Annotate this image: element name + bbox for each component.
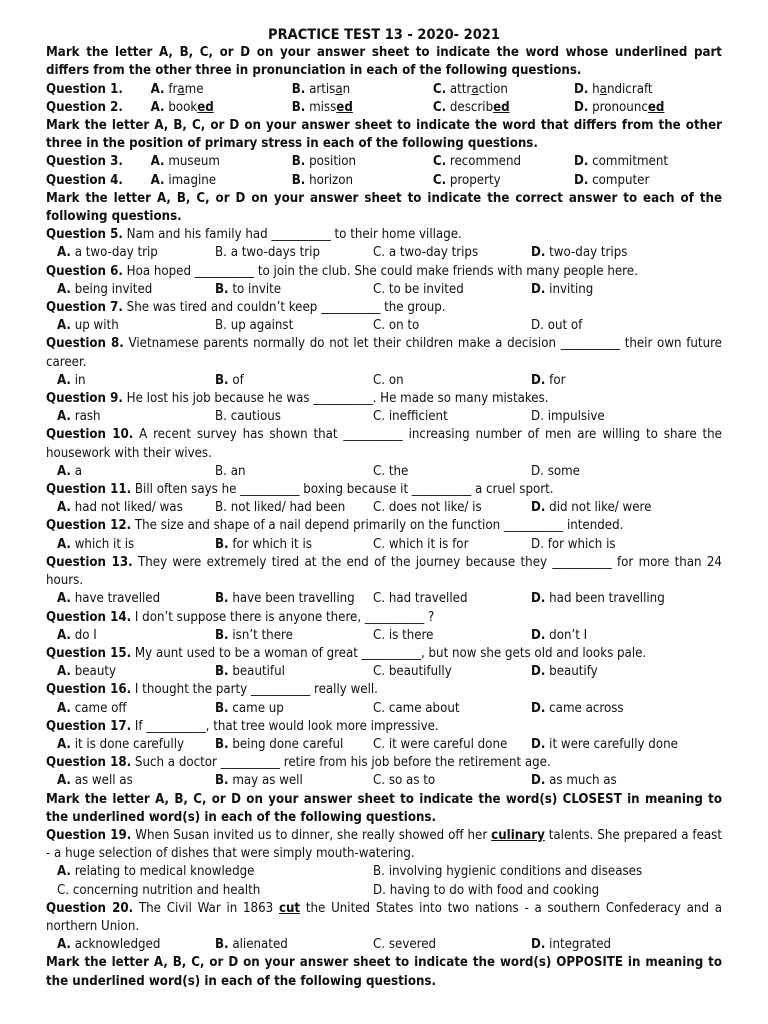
option: C. is there [373, 627, 434, 643]
question-label: Question 6. [46, 263, 123, 279]
option: D. some [531, 463, 580, 479]
option: A. a [57, 463, 82, 479]
question-label: Question 18. [46, 755, 132, 771]
question-label: Question 2. [46, 99, 123, 115]
question-text: Question 14. I don’t suppose there is anyone there, __________ ? [46, 609, 435, 625]
options-row [46, 936, 722, 954]
question-label: Question 13. [46, 554, 133, 570]
option: C. does not like/ is [373, 500, 482, 516]
question-text: Question 20. The Civil War in 1863 cut the United States into two nations - a southern Confederacy and a northern Union. [46, 900, 722, 934]
question-text: Question 7. She was tired and couldn’t keep __________ the group. [46, 300, 446, 316]
options-row [46, 663, 722, 681]
question-text: Question 6. Hoa hoped __________ to join the club. She could make friends with many people here. [46, 263, 638, 279]
option: A. rash [57, 409, 101, 425]
option: A. up with [57, 318, 119, 334]
option: B. cautious [215, 409, 281, 425]
option: D. had been travelling [531, 591, 665, 607]
instruction-correct-answer: Mark the letter A, B, C, or D on your answer sheet to indicate the correct answer to each of the following questions. [46, 190, 722, 225]
question-text: Question 11. Bill often says he __________ boxing because it __________ a cruel sport. [46, 482, 554, 498]
question-row [46, 153, 722, 171]
option: B. artisan [291, 81, 351, 97]
options-row [46, 463, 722, 481]
option: B. missed [291, 99, 353, 115]
options-row [46, 772, 722, 790]
option: C. a two-day trips [373, 245, 479, 261]
question-text: Question 5. Nam and his family had __________ to their home village. [46, 227, 462, 243]
options-row [46, 372, 722, 390]
instruction-closest: Mark the letter A, B, C, or D on your answer sheet to indicate the word(s) CLOSEST in meaning to the underlined word(s) in each of the following questions. [46, 791, 722, 825]
question-label: Question 8. [46, 336, 124, 352]
option: D. beautify [531, 664, 598, 680]
option: C. severed [373, 937, 437, 953]
options-row [46, 736, 722, 754]
option: D. pronounced [573, 99, 665, 115]
option: C. the [373, 463, 409, 479]
options-row [46, 700, 722, 718]
option: C. on to [373, 318, 420, 334]
option: B. being done careful [215, 736, 344, 752]
options-row [46, 244, 722, 262]
question-label: Question 4. [46, 172, 123, 188]
option: A. have travelled [57, 591, 161, 607]
option: B. involving hygienic conditions and diseases [373, 864, 643, 880]
option: A. imagine [150, 172, 217, 188]
option: D. for which is [531, 536, 616, 552]
option: D. two-day trips [531, 245, 628, 261]
option: D. out of [531, 318, 583, 334]
question-row [46, 172, 722, 190]
option: D. don’t I [531, 627, 588, 643]
question-text: Question 9. He lost his job because he was __________. He made so many mistakes. [46, 391, 549, 407]
option: C. so as to [373, 773, 436, 789]
question-label: Question 7. [46, 300, 123, 316]
underlined-word: cut [278, 900, 301, 916]
option: C. to be invited [373, 281, 464, 297]
question-text: Question 10. A recent survey has shown that __________ increasing number of men are willing to share the housework with their wives. [46, 427, 722, 461]
question-label: Question 20. [46, 900, 134, 916]
options-row [46, 882, 722, 900]
option: B. up against [215, 318, 294, 334]
option: C. beautifully [373, 664, 452, 680]
option: B. a two-days trip [215, 245, 320, 261]
question-label: Question 15. [46, 645, 132, 661]
option: C. concerning nutrition and health [57, 882, 261, 898]
option: A. came off [57, 700, 127, 716]
question-label: Question 11. [46, 482, 132, 498]
option: D. computer [573, 172, 650, 188]
instruction-pronunciation: Mark the letter A, B, C, or D on your answer sheet to indicate the word whose underlined part differs from the other three in pronunciation in each of the following questions. [46, 45, 722, 79]
option: B. have been travelling [215, 591, 355, 607]
option: B. alienated [215, 937, 288, 953]
options-row [46, 281, 722, 299]
question-text: Question 12. The size and shape of a nail depend primarily on the function __________ intended. [46, 518, 624, 534]
option: A. it is done carefully [57, 736, 185, 752]
options-row [46, 627, 722, 645]
underlined-word: culinary [491, 827, 545, 843]
question-label: Question 1. [46, 81, 123, 97]
option: D. handicraft [573, 81, 653, 97]
question-label: Question 9. [46, 391, 123, 407]
page-title: PRACTICE TEST 13 - 2020- 2021 [268, 27, 500, 43]
options-row [46, 863, 722, 881]
test-page [46, 26, 722, 991]
option: C. had travelled [373, 591, 468, 607]
question-text: Question 19. When Susan invited us to dinner, she really showed off her culinary talents. She prepared a feast - a huge selection of dishes that were simply mouth-watering. [46, 827, 722, 862]
question-label: Question 17. [46, 718, 132, 734]
option: B. came up [215, 700, 284, 716]
option: A. as well as [57, 773, 133, 789]
option: B. may as well [215, 773, 303, 789]
option: A. frame [150, 81, 204, 97]
option: B. position [291, 154, 357, 170]
option: A. relating to medical knowledge [57, 864, 255, 880]
options-row [46, 499, 722, 517]
option: A. had not liked/ was [57, 500, 183, 516]
option: A. which it is [57, 536, 135, 552]
option: B. to invite [215, 281, 282, 297]
option: C. which it is for [373, 536, 469, 552]
question-label: Question 3. [46, 154, 123, 170]
question-label: Question 10. [46, 427, 134, 443]
option: A. acknowledged [57, 937, 161, 953]
question-text: Question 17. If __________, that tree would look more impressive. [46, 718, 439, 734]
option: A. beauty [57, 664, 117, 680]
option: A. booked [150, 99, 214, 115]
option: D. having to do with food and cooking [373, 882, 600, 898]
option: A. in [57, 372, 86, 388]
option: C. property [432, 172, 501, 188]
option: D. impulsive [531, 409, 605, 425]
question-label: Question 19. [46, 827, 132, 843]
question-label: Question 14. [46, 609, 132, 625]
question-row [46, 99, 722, 117]
question-text: Question 16. I thought the party __________ really well. [46, 682, 378, 698]
options-row [46, 536, 722, 554]
option: B. not liked/ had been [215, 500, 346, 516]
question-label: Question 16. [46, 682, 132, 698]
multiple-choice-list [46, 226, 722, 790]
option: D. commitment [573, 154, 669, 170]
instruction-opposite: Mark the letter A, B, C, or D on your answer sheet to indicate the word(s) OPPOSITE in meaning to the underlined word(s) in each of the following questions. [46, 955, 722, 989]
option: B. beautiful [215, 664, 285, 680]
option: C. recommend [432, 154, 521, 170]
question-text: Question 15. My aunt used to be a woman of great __________, but now she gets old and looks pale. [46, 645, 647, 661]
option: D. integrated [531, 937, 612, 953]
option: D. came across [531, 700, 624, 716]
option: C. described [432, 99, 510, 115]
option: A. do I [57, 627, 97, 643]
options-row [46, 408, 722, 426]
option: D. for [531, 372, 566, 388]
option: C. came about [373, 700, 460, 716]
options-row [46, 317, 722, 335]
options-row [46, 590, 722, 608]
question-text: Question 13. They were extremely tired at the end of the journey because they __________ for more than 24 hours. [46, 554, 722, 589]
option: D. as much as [531, 773, 617, 789]
option: C. it were careful done [373, 736, 508, 752]
option: B. of [215, 372, 244, 388]
option: B. horizon [291, 172, 354, 188]
option: B. an [215, 463, 246, 479]
option: C. attraction [432, 81, 508, 97]
option: C. inefficient [373, 409, 448, 425]
question-text: Question 18. Such a doctor __________ retire from his job before the retirement age. [46, 755, 551, 771]
question-label: Question 12. [46, 518, 132, 534]
option: A. being invited [57, 281, 153, 297]
option: B. isn’t there [215, 627, 293, 643]
option: D. did not like/ were [531, 500, 652, 516]
option: D. inviting [531, 281, 594, 297]
question-text: Question 8. Vietnamese parents normally do not let their children make a decision __________ their own future career. [46, 336, 722, 370]
option: D. it were carefully done [531, 736, 678, 752]
option: A. museum [150, 154, 220, 170]
question-row [46, 81, 722, 99]
question-label: Question 5. [46, 227, 123, 243]
option: B. for which it is [215, 536, 312, 552]
option: C. on [373, 372, 404, 388]
option: A. a two-day trip [57, 245, 158, 261]
instruction-stress: Mark the letter A, B, C, or D on your answer sheet to indicate the word that differs from the other three in the position of primary stress in each of the following questions. [46, 118, 722, 152]
